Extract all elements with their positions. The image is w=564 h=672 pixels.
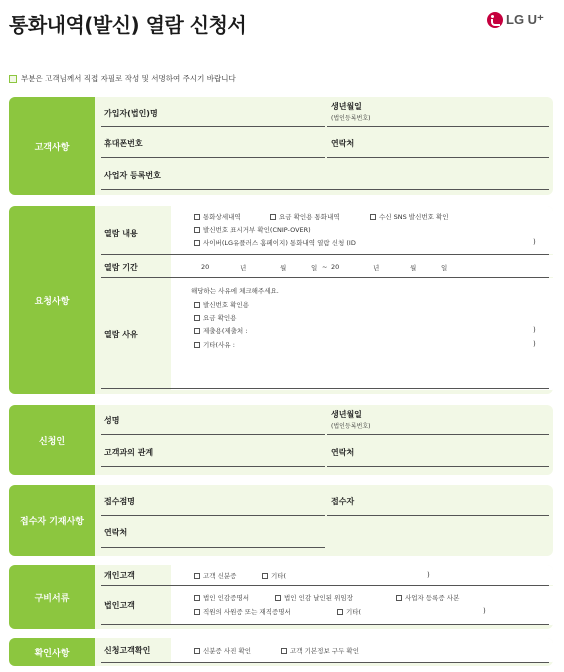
checkbox-icon [337, 609, 343, 615]
business-reg-field[interactable] [101, 189, 549, 190]
applicant-section [9, 405, 553, 475]
receiver-section [9, 485, 553, 556]
contact-label: 연락처 [331, 139, 355, 148]
personal-paren-close: ) [427, 571, 430, 579]
reason-submit-paren-close: ) [533, 326, 536, 334]
documents-section [9, 565, 553, 629]
applicant-section-title: 신청인 [9, 405, 95, 475]
period-year-label-2: 년 [373, 264, 380, 272]
applicant-contact-field[interactable] [327, 466, 549, 467]
applicant-name-field[interactable] [101, 434, 325, 435]
reason-label: 열람 사유 [104, 330, 138, 339]
applicant-birth-sublabel: (법인등록번호) [331, 423, 371, 430]
request-section [9, 206, 553, 394]
brand-logo [487, 12, 544, 28]
mobile-label: 휴대폰번호 [104, 139, 143, 148]
corporate-paren-close: ) [483, 607, 486, 615]
checkbox-icon [194, 609, 200, 615]
birth-field[interactable] [327, 126, 549, 127]
applicant-birth-field[interactable] [327, 434, 549, 435]
personal-label: 개인고객 [104, 571, 135, 580]
confirm-option-id-photo[interactable]: 신분증 사진 확인 [194, 646, 251, 655]
store-field[interactable] [101, 515, 325, 516]
personal-option-other[interactable]: 기타( [262, 571, 286, 580]
content-option-cyber[interactable]: 사이버(LG유플러스 홈페이지) 통화내역 열람 신청 (ID [194, 238, 356, 247]
green-marker-icon [9, 75, 17, 83]
checkbox-icon [194, 214, 200, 220]
content-option-billing[interactable]: 요금 확인용 통화내역 [270, 212, 340, 221]
period-year-label: 년 [240, 264, 247, 272]
confirm-label: 신청고객확인 [104, 646, 151, 655]
confirm-option-verbal[interactable]: 고객 기본정보 구두 확인 [281, 646, 359, 655]
checkbox-icon [262, 573, 268, 579]
corporate-option-seal-cert[interactable]: 법인 인감증명서 [194, 593, 249, 602]
relation-label: 고객과의 관계 [104, 448, 154, 457]
checkbox-icon [194, 315, 200, 321]
checkbox-icon [194, 328, 200, 334]
content-option-sns[interactable]: 수신 SNS 발신번호 확인 [370, 212, 449, 221]
corporate-label: 법인고객 [104, 601, 135, 610]
mobile-field[interactable] [101, 157, 325, 158]
period-area [171, 255, 553, 277]
checkbox-icon [194, 240, 200, 246]
checkbox-icon [194, 302, 200, 308]
checkbox-icon [194, 342, 200, 348]
reason-other-paren-close: ) [533, 340, 536, 348]
subscriber-name-field[interactable] [101, 126, 325, 127]
birth-sublabel: (법인등록번호) [331, 115, 371, 122]
corporate-option-other[interactable]: 기타( [337, 607, 361, 616]
content-option-detail[interactable]: 통화상세내역 [194, 212, 241, 221]
checkbox-icon [194, 595, 200, 601]
content-paren-close: ) [533, 238, 536, 246]
store-label: 접수점명 [104, 497, 135, 506]
applicant-contact-label: 연락처 [331, 448, 355, 457]
notice [9, 73, 236, 84]
page-title: 통화내역(발신) 열람 신청서 [9, 13, 247, 37]
brand-name: LG U⁺ [506, 12, 544, 27]
confirm-section-title: 확인사항 [9, 638, 95, 666]
period-month-label-2: 월 [410, 264, 417, 272]
corporate-divider [101, 624, 549, 625]
personal-option-id[interactable]: 고객 신분증 [194, 571, 236, 580]
receiver-person-label: 접수자 [331, 497, 355, 506]
birth-label: 생년월일 [331, 102, 362, 111]
confirm-divider [101, 662, 549, 663]
corporate-option-employee-id[interactable]: 직원의 사원증 또는 재직증명서 [194, 607, 291, 616]
corporate-area [171, 586, 553, 625]
period-year-start: 20 [201, 263, 210, 271]
relation-field[interactable] [101, 466, 325, 467]
period-tilde: ~ [322, 263, 328, 271]
receiver-contact-label: 연락처 [104, 528, 128, 537]
checkbox-icon [370, 214, 376, 220]
period-day-label-2: 일 [441, 264, 448, 272]
content-label: 열람 내용 [104, 229, 138, 238]
period-month-label: 월 [280, 264, 287, 272]
corporate-option-business-reg[interactable]: 사업자 등록증 사본 [396, 593, 459, 602]
content-option-cnip[interactable]: 발신번호 표시거부 확인(CNIP-OVER) [194, 225, 311, 234]
request-section-title: 요청사항 [9, 206, 95, 394]
customer-section-title: 고객사항 [9, 97, 95, 195]
notice-text: 부분은 고객님께서 직접 자필로 작성 및 서명하여 주시기 바랍니다 [21, 74, 236, 83]
reason-option-submit[interactable]: 제출용(제출처 : [194, 326, 247, 335]
checkbox-icon [275, 595, 281, 601]
reason-option-other[interactable]: 기타(사유 : [194, 340, 235, 349]
reason-divider [101, 388, 549, 389]
checkbox-icon [270, 214, 276, 220]
subscriber-name-label: 가입자(법인)명 [104, 109, 158, 118]
period-label: 열람 기간 [104, 263, 138, 272]
reason-option-billing[interactable]: 요금 확인용 [194, 313, 236, 322]
checkbox-icon [396, 595, 402, 601]
documents-section-title: 구비서류 [9, 565, 95, 629]
customer-section [9, 97, 553, 195]
period-year-end: 20 [331, 263, 340, 271]
checkbox-icon [194, 648, 200, 654]
period-day-label: 일 [311, 264, 318, 272]
contact-field[interactable] [327, 157, 549, 158]
checkbox-icon [194, 227, 200, 233]
lg-logo-icon [487, 12, 503, 28]
reason-option-caller[interactable]: 발신번호 확인용 [194, 300, 249, 309]
receiver-person-field[interactable] [327, 515, 549, 516]
applicant-birth-label: 생년월일 [331, 410, 362, 419]
checkbox-icon [194, 573, 200, 579]
applicant-name-label: 성명 [104, 416, 120, 425]
confirm-section [9, 638, 553, 666]
checkbox-icon [281, 648, 287, 654]
receiver-section-title: 접수자 기재사항 [9, 485, 95, 556]
receiver-contact-field[interactable] [101, 547, 325, 548]
corporate-option-proxy[interactable]: 법인 인감 날인된 위임장 [275, 593, 353, 602]
reason-instruction: 해당하는 사유에 체크해주세요. [191, 287, 279, 295]
business-reg-label: 사업자 등록번호 [104, 171, 161, 180]
